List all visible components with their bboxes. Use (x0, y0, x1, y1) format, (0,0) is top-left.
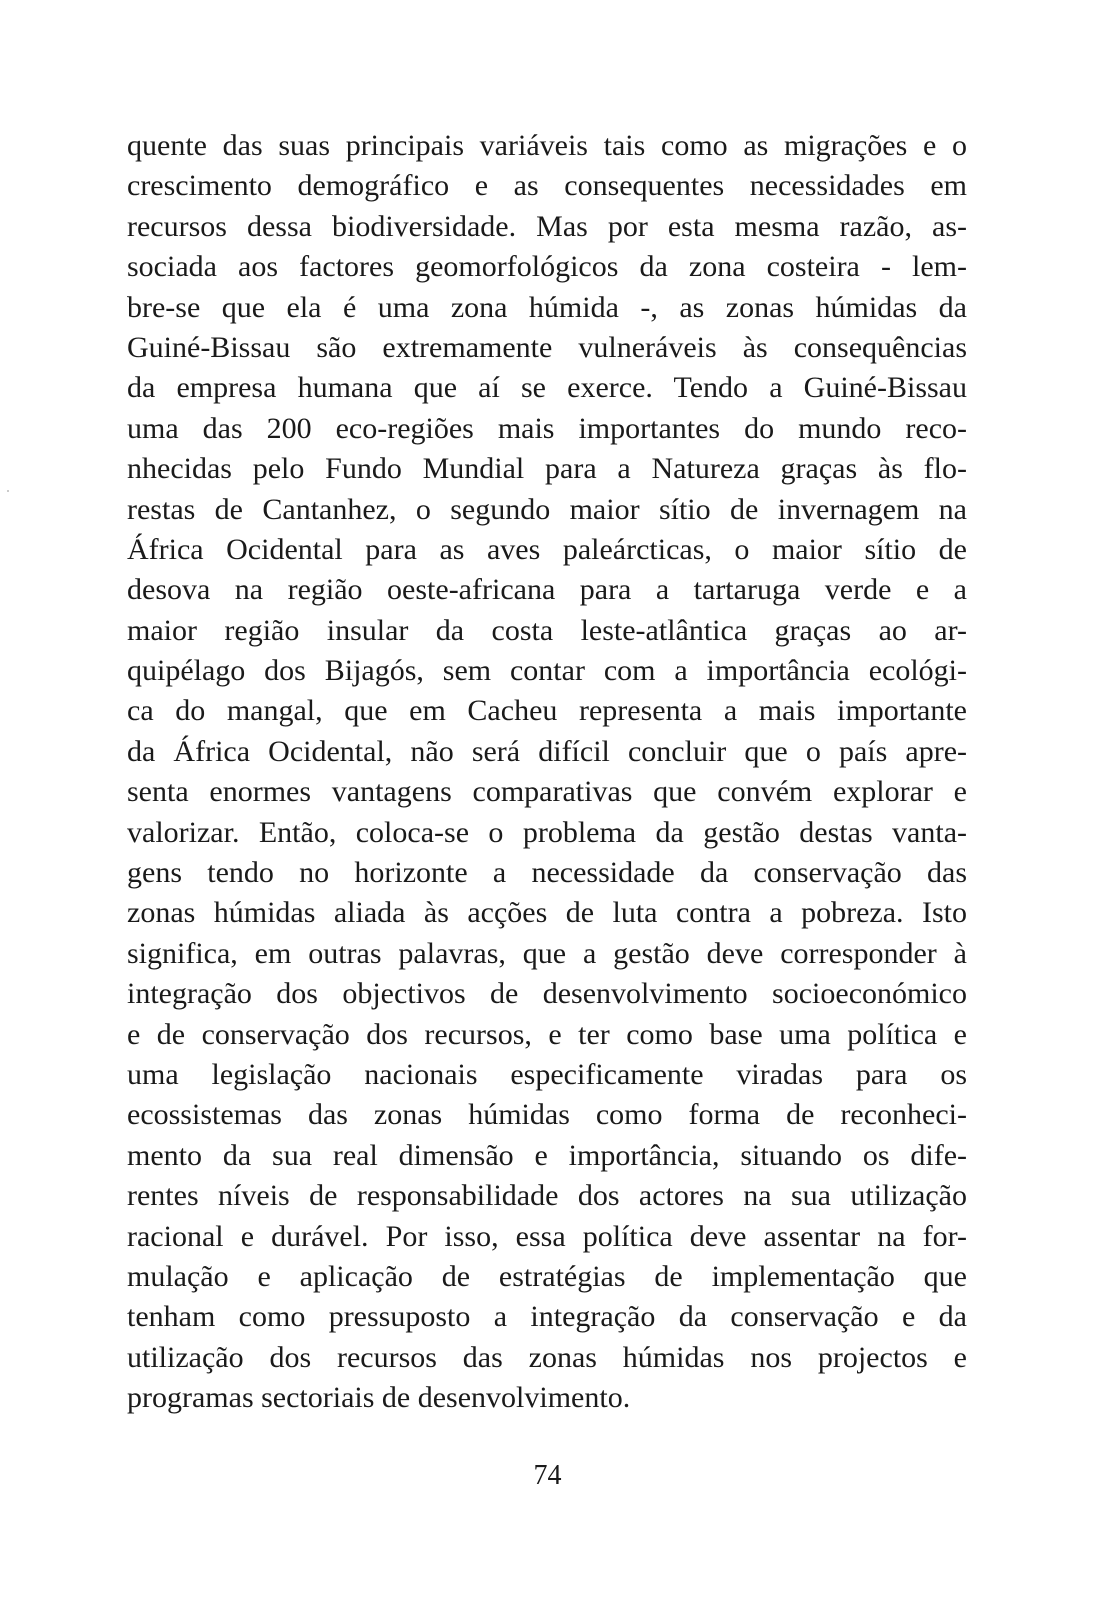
text-line: maior região insular da costa leste-atlântica graças ao ar- (127, 613, 967, 647)
text-line: tenham como pressuposto a integração da conservação e da (127, 1300, 967, 1334)
scan-speck (7, 490, 9, 492)
text-line: bre-se que ela é uma zona húmida -, as zonas húmidas da (127, 290, 967, 324)
text-line: ecossistemas das zonas húmidas como forma de reconheci- (127, 1098, 967, 1132)
text-line: sociada aos factores geomorfológicos da zona costeira - lem- (127, 250, 967, 284)
text-line: rentes níveis de responsabilidade dos actores na sua utilização (127, 1179, 967, 1213)
text-line: ca do mangal, que em Cacheu representa a mais importante (127, 694, 967, 728)
text-line: nhecidas pelo Fundo Mundial para a Natureza graças às flo- (127, 452, 967, 486)
text-line: e de conservação dos recursos, e ter como base uma política e (127, 1017, 967, 1051)
text-line: programas sectoriais de desenvolvimento. (127, 1381, 631, 1415)
text-line: gens tendo no horizonte a necessidade da conservação das (127, 856, 967, 890)
text-line: da empresa humana que aí se exerce. Tendo a Guiné-Bissau (127, 371, 967, 405)
text-line: Guiné-Bissau são extremamente vulneráveis às consequências (127, 330, 967, 364)
body-paragraph (127, 126, 967, 1419)
text-line: recursos dessa biodiversidade. Mas por esta mesma razão, as- (127, 209, 967, 243)
text-line: da África Ocidental, não será difícil concluir que o país apre- (127, 734, 967, 768)
text-line: quente das suas principais variáveis tais como as migrações e o (127, 129, 967, 162)
text-line: significa, em outras palavras, que a gestão deve corresponder à (127, 936, 967, 970)
text-line: utilização dos recursos das zonas húmidas nos projectos e (127, 1340, 967, 1374)
text-line: senta enormes vantagens comparativas que convém explorar e (127, 775, 967, 809)
text-line: zonas húmidas aliada às acções de luta contra a pobreza. Isto (127, 896, 967, 930)
text-line: uma legislação nacionais especificamente viradas para os (127, 1057, 967, 1091)
text-line: restas de Cantanhez, o segundo maior sítio de invernagem na (127, 492, 967, 526)
text-line: racional e durável. Por isso, essa política deve assentar na for- (127, 1219, 967, 1253)
text-line: quipélago dos Bijagós, sem contar com a importância ecológi- (127, 654, 967, 688)
text-line: integração dos objectivos de desenvolvimento socioeconómico (127, 977, 967, 1011)
text-line: desova na região oeste-africana para a tartaruga verde e a (127, 573, 967, 607)
text-line: África Ocidental para as aves paleárcticas, o maior sítio de (127, 532, 967, 566)
text-line: mento da sua real dimensão e importância, situando os dife- (127, 1138, 967, 1172)
page-number: 74 (533, 1460, 562, 1491)
text-line: uma das 200 eco-regiões mais importantes do mundo reco- (127, 411, 967, 445)
text-line: valorizar. Então, coloca-se o problema da gestão destas vanta- (127, 815, 967, 849)
text-line: crescimento demográfico e as consequentes necessidades em (127, 169, 967, 203)
text-line: mulação e aplicação de estratégias de implementação que (127, 1259, 967, 1293)
